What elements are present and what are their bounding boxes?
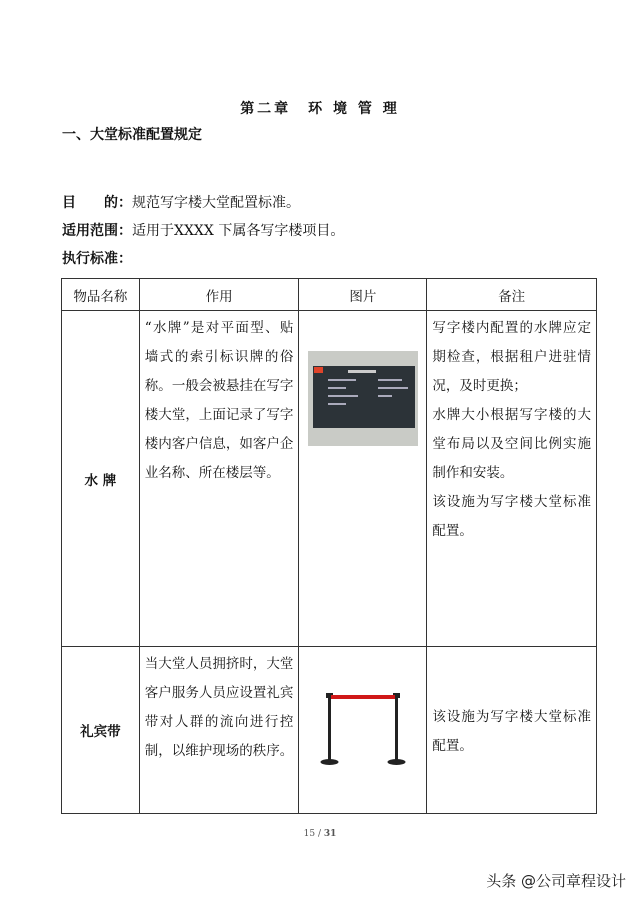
table-header-row — [62, 279, 597, 311]
directory-sign-image — [308, 351, 418, 446]
item-picture — [299, 647, 427, 814]
header-function: 作用 — [139, 279, 299, 311]
remark-line: 该设施为写字楼大堂标准配置。 — [432, 708, 591, 754]
watermark: 头条 @公司章程设计 — [486, 872, 626, 890]
page-number: 15 / 31 — [303, 829, 337, 839]
scope-line — [62, 220, 344, 240]
standard-label: 执行标准： — [62, 251, 132, 267]
remark-line: 写字楼内配置的水牌应定期检查，根据租户进驻情况，及时更换； — [432, 320, 591, 394]
remark-line: 水牌大小根据写字楼的大堂布局以及空间比例实施制作和安装。 — [432, 407, 591, 481]
table-row — [62, 647, 597, 814]
scope-label: 适用范围： — [62, 223, 132, 239]
header-item-name: 物品名称 — [62, 279, 140, 311]
stanchion-image — [318, 688, 408, 768]
item-name: 水 牌 — [62, 311, 140, 647]
table-row — [62, 311, 597, 647]
scope-value: 适用于XXXX 下属各写字楼项目。 — [132, 223, 345, 239]
purpose-line — [62, 192, 300, 212]
remark-line: 该设施为写字楼大堂标准配置。 — [432, 494, 591, 539]
item-picture — [299, 311, 427, 647]
chapter-title: 第二章 环 境 管 理 — [240, 101, 400, 117]
header-picture: 图片 — [299, 279, 427, 311]
item-remarks — [427, 311, 597, 647]
item-name: 礼宾带 — [62, 647, 140, 814]
section-heading: 一、大堂标准配置规定 — [62, 127, 202, 143]
item-function: “水牌”是对平面型、贴墙式的索引标识牌的俗称。一般会被悬挂在写字楼大堂，上面记录了写字楼内客户信息，如客户企业名称、所在楼层等。 — [139, 311, 299, 647]
purpose-value: 规范写字楼大堂配置标准。 — [132, 195, 300, 211]
item-function: 当大堂人员拥挤时，大堂客户服务人员应设置礼宾带对人群的流向进行控制，以维护现场的秩序。 — [139, 647, 299, 814]
config-table — [61, 278, 597, 814]
header-remarks: 备注 — [427, 279, 597, 311]
item-remarks — [427, 647, 597, 814]
purpose-label: 目 的： — [62, 195, 132, 211]
